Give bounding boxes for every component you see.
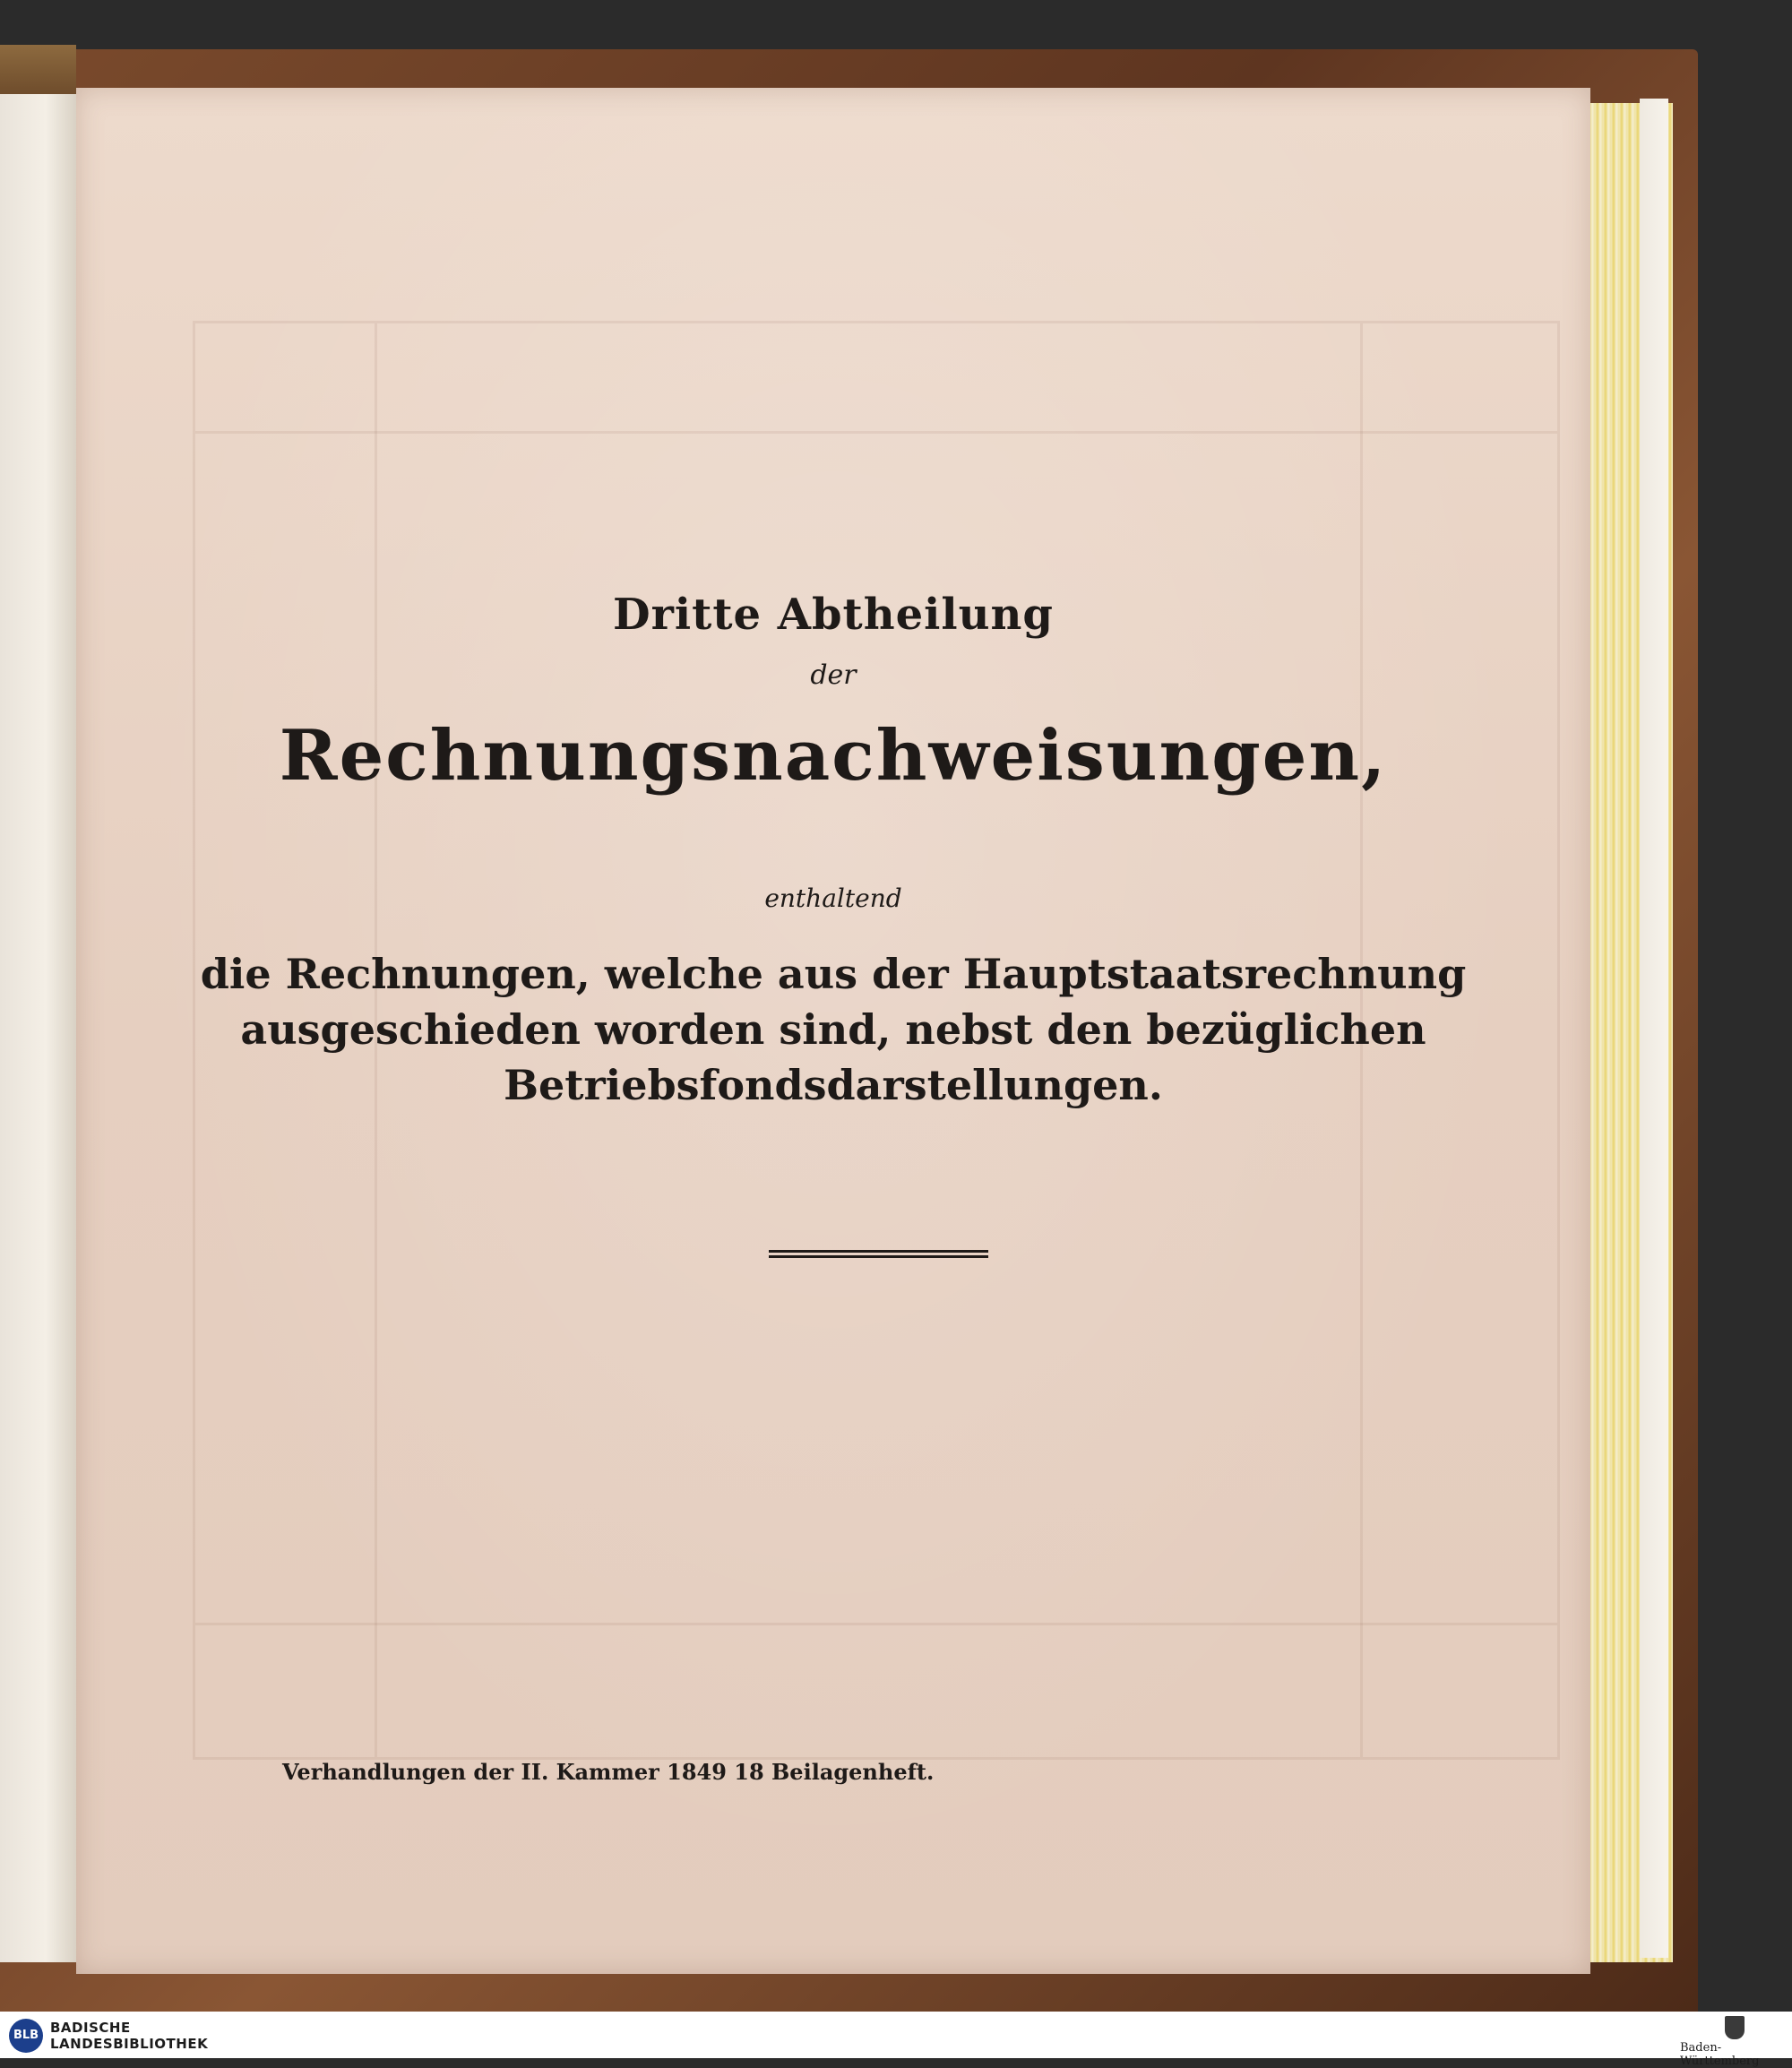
state-label: Baden-Württemberg <box>1680 2041 1760 2068</box>
library-name-line1: BADISCHE <box>50 2020 131 2036</box>
page-block-edges-white <box>1640 99 1668 1958</box>
title-line-2: der <box>810 659 857 691</box>
left-facing-page <box>0 94 78 1962</box>
main-title: Rechnungsnachweisungen, <box>279 715 1388 797</box>
state-crest-icon <box>1725 2016 1745 2039</box>
title-page <box>76 88 1590 1974</box>
viewer-footer-bar <box>0 2012 1792 2058</box>
double-rule-bottom <box>769 1255 988 1258</box>
footer-note: Verhandlungen der II. Kammer 1849 18 Beilagenheft. <box>282 1759 935 1785</box>
library-name-line2: LANDESBIBLIOTHEK <box>50 2036 209 2052</box>
title-line-1: Dritte Abtheilung <box>613 590 1054 640</box>
library-name[interactable] <box>50 2020 208 2052</box>
double-rule-top <box>769 1250 988 1253</box>
title-line-4: enthaltend <box>764 883 902 913</box>
subtitle: die Rechnungen, welche aus der Hauptstaatsrechnung ausgeschieden worden sind, nebst den bezüglichen Betriebsfondsdarstellungen. <box>200 950 1467 1109</box>
spine-edge <box>0 45 76 99</box>
blb-logo-icon[interactable]: BLB <box>9 2019 43 2053</box>
